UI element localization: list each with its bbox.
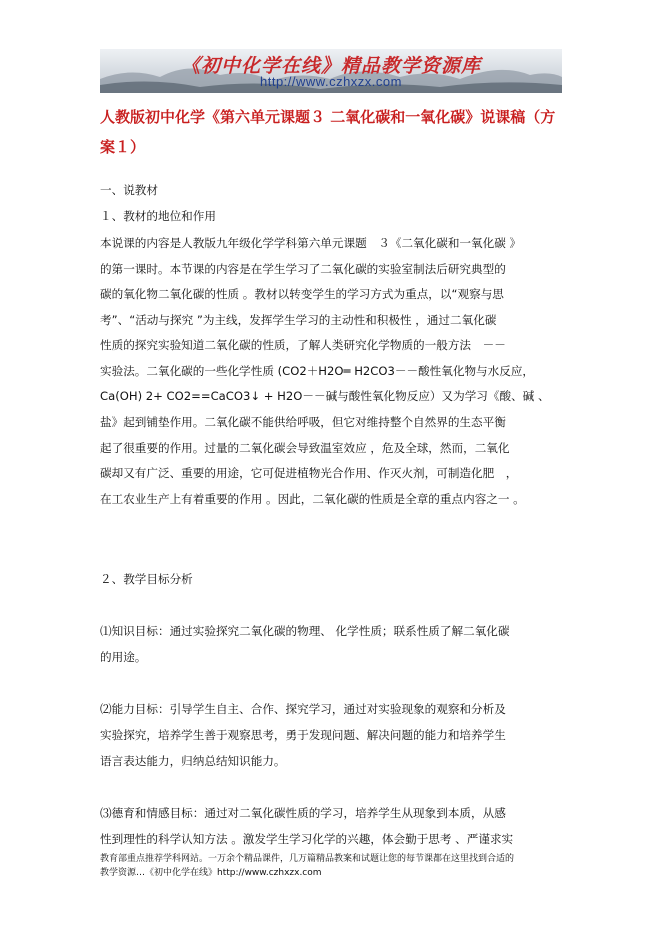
banner-url-link[interactable]: http://www.czhxzx.com (260, 74, 402, 89)
document-title: 人教版初中化学《第六单元课题３ 二氧化碳和一氧化碳》说课稿（方案１） (100, 108, 556, 156)
paragraph-line: 本说课的内容是人教版九年级化学学科第六单元课题 ３《二氧化碳和一氧化碳 》 (100, 236, 522, 250)
paragraph-line: 的用途。 (100, 650, 147, 664)
paragraph-line: 碳的氧化物二氧化碳的性质 。教材以转变学生的学习方式为重点，以“观察与思 (100, 287, 504, 301)
paragraph-line: 性到理性的科学认知方法 。激发学生学习化学的兴趣，体会勤于思考 、严谨求实 (100, 832, 514, 846)
paragraph-line: 语言表达能力，归纳总结知识能力。 (100, 754, 286, 768)
paragraph-line: Ca(OH) 2+ CO2==CaCO3↓ + H2O－－碱与酸性氧化物反应）又为学习《酸、碱 、 (100, 389, 550, 403)
paragraph-line: ⑶德育和情感目标：通过对二氧化碳性质的学习，培养学生从现象到本质，从感 (100, 806, 506, 820)
paragraph-line: ⑵能力目标：引导学生自主、合作、探究学习，通过对实验现象的观察和分析及 (100, 702, 506, 716)
paragraph-line: 实验法。二氧化碳的一些化学性质 (CO2＋H2O═ H2CO3－－酸性氧化物与水反应， (100, 364, 535, 378)
subsection-heading: ２、教学目标分析 (100, 572, 193, 586)
paragraph-line: 考”、“活动与探究 ”为主线，发挥学生学习的主动性和积极性 ，通过二氧化碳 (100, 313, 497, 327)
footer-text: 教育部重点推荐学科网站。一万余个精品课件，几万篇精品教案和试题让您的每节课都在这里找到合适的 (100, 854, 515, 864)
paragraph-line: 起了很重要的作用。过量的二氧化碳会导致温室效应 ，危及全球，然而，二氧化 (100, 441, 510, 455)
paragraph-line: 在工农业生产上有着重要的作用 。因此，二氧化碳的性质是全章的重点内容之一 。 (100, 492, 525, 506)
banner-title: 《初中化学在线》精品教学资源库 (180, 55, 481, 77)
paragraph-line: 性质的探究实验知道二氧化碳的性质，了解人类研究化学物质的一般方法 －－ (100, 338, 506, 352)
paragraph-line: 实验探究，培养学生善于观察思考，勇于发现问题、解决问题的能力和培养学生 (100, 728, 506, 742)
paragraph-line: 碳却又有广泛、重要的用途，它可促进植物光合作用、作灭火剂，可制造化肥 ， (100, 466, 518, 480)
section-heading: 一、说教材 (100, 183, 158, 197)
paragraph-line: 的第一课时。本节课的内容是在学生学习了二氧化碳的实验室制法后研究典型的 (100, 262, 506, 276)
paragraph-line: ⑴知识目标：通过实验探究二氧化碳的物理、 化学性质；联系性质了解二氧化碳 (100, 624, 510, 638)
subsection-heading: １、教材的地位和作用 (100, 209, 216, 223)
footer-text-link[interactable]: 教学资源…《初中化学在线》http://www.czhxzx.com (100, 868, 322, 878)
site-banner (100, 49, 562, 93)
paragraph-line: 盐》起到铺垫作用。二氧化碳不能供给呼吸，但它对维持整个自然界的生态平衡 (100, 415, 506, 429)
